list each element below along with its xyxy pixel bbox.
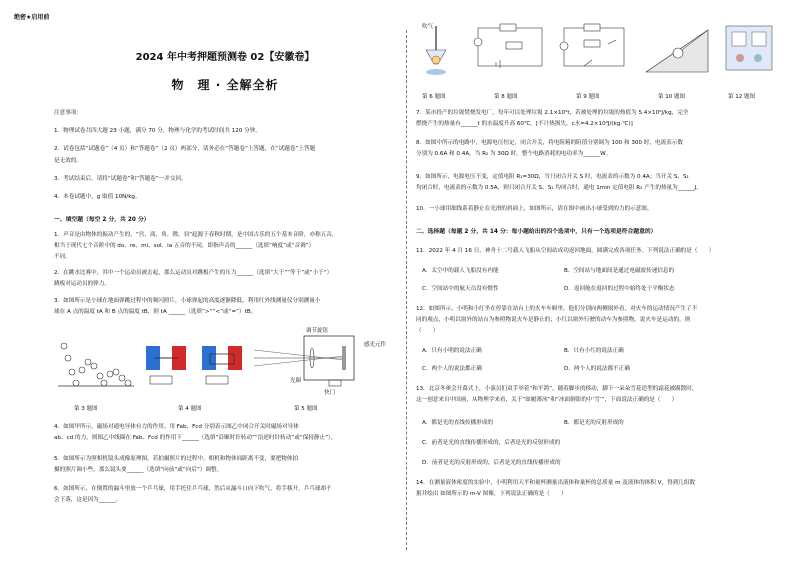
bouncing-ball-figure xyxy=(58,343,134,386)
q13-option-a: A．都是光的直线传播形成的 xyxy=(422,420,493,426)
notes-heading: 注意事项： xyxy=(54,110,82,116)
q12-line-3: （ ） xyxy=(416,328,439,334)
secret-label: 绝密★启用前 xyxy=(14,14,50,21)
column-divider xyxy=(406,30,407,550)
fig3-caption: 第 3 题图 xyxy=(74,406,98,412)
q8-line-2: 分别为 0.6A 和 0.4A，当 R₂ 为 30Ω 时，整个电路消耗的电功率为______W。 xyxy=(416,151,612,157)
note-4: 4．本卷试题中，g 取值 10N/kg。 xyxy=(54,194,141,200)
q12-option-a: A．只有小明的说法正确 xyxy=(422,348,482,354)
fig9-caption: 第 9 题图 xyxy=(576,94,600,100)
q9-line-1: 9．如图所示，电源电压不变，定值电阻 R₁=30Ω，当只闭合开关 S 时，电流表的示数为 0.4A；当开关 S、S₁ xyxy=(416,174,689,180)
q4-line-1: 4．如图甲所示，磁场对通电导体有力的作用。用 Fab、Fcd 分别表示图乙中闭合开关时磁场对导体 xyxy=(54,424,299,430)
q3-line-1: 3．如图所示是小球在地面弹跳过程中的频闪照片，小球弹起的高度逐渐降低，利用红外线测量仪分别测量小 xyxy=(54,298,321,304)
left-figures xyxy=(54,326,394,406)
sensor-label: 感光元件 xyxy=(364,342,387,348)
note-2: 2．试卷包括“试题卷”（4 页）和“答题卷”（2 页）两部分，请务必在“答题卷”上答题，在“试题卷”上答题 xyxy=(54,146,316,152)
q7-line-1: 7．某市投产的垃圾焚烧发电厂，每年可以处理垃圾 2.1×10⁵t，若被处理的垃圾的热值为 5.4×10⁶J/kg，完全 xyxy=(416,110,689,116)
q12-line-2: 同的观点，小明以窗外的站台为参照物说火车是静止的；小红以窗外行驶的动车为参照物，说火车是运动的。则 xyxy=(416,317,691,323)
magnet-figure xyxy=(146,346,242,384)
note-1: 1．物理试卷共四大题 23 小题，满分 70 分，物理与化学的考试时间共 120 分钟。 xyxy=(54,128,261,134)
q13-option-d: D．前者是光的反射形成的，后者是光的直线传播形成的 xyxy=(422,460,561,466)
q1-line-3: 不同。 xyxy=(54,254,71,260)
q14-line-2: 据并绘出 如图所示的 m-V 图像，下列说法正确的是（ ） xyxy=(416,491,567,497)
q5-line-1: 5．如图所示为照相机镜头成像原理图，若拍摄照片的过程中，相机和物体间距离不变，要把物体拍 xyxy=(54,456,299,462)
q9-line-2: 均闭合时，电流表的示数为 0.5A，则只闭合开关 S、S₁ 均闭合时，通电 1min 定值电阻 R₂ 产生的热量为______J。 xyxy=(416,185,702,191)
q12-option-d: D．两个人的说法都不正确 xyxy=(564,366,630,372)
fig8-caption: 第 8 题图 xyxy=(494,94,518,100)
right-figures xyxy=(416,20,776,82)
q14-line-1: 14．在测量液体密度的实验中，小明利用天平和量杯测量出液体和量杯的总质量 m 及液体的体积 V，得到几组数 xyxy=(416,480,696,486)
q11-stem: 11．2022 年 4 月 16 日，神舟十二号载人飞船从空间站成功返回地面，圆满完成各项任务。下列说法正确的是（ ） xyxy=(416,248,715,254)
q13-line-1: 13．北京冬奥会开幕式上，小演员们双手举着“和平鸽”，随着脚步的移动，脚下一朵朵雪花造型的霜花被踢散时， xyxy=(416,386,698,392)
q6-line-2: 会下落，这是因为______。 xyxy=(54,497,122,503)
section-2-title: 二、选择题（每题 2 分，共 14 分：每小题给出的四个选项中，只有一个选项是符合题意的） xyxy=(416,229,657,235)
incline-figure xyxy=(646,30,708,72)
q13-option-b: B．都是光的反射形成的 xyxy=(564,420,624,426)
note-2-cont: 是无效的。 xyxy=(54,158,82,164)
fig5-caption: 第 5 题图 xyxy=(294,406,318,412)
note-3: 3．考试结束后，请将“试题卷”和“答题卷”一并交回。 xyxy=(54,176,187,182)
fig10-caption: 第 10 题图 xyxy=(658,94,685,100)
section-1-title: 一、填空题（每空 2 分，共 20 分） xyxy=(54,217,150,223)
q7-line-2: 燃烧产生的热量有______t 的水温度升高 60℃。[不计热损失，c水=4.2×10³J/(kg·℃)] xyxy=(416,121,633,127)
q12-option-c: C．两个人的说法都正确 xyxy=(422,366,482,372)
q12-option-b: B．只有小红的说法正确 xyxy=(564,348,624,354)
q11-option-d: D．返回舱在返回的过程中始终处于平衡状态 xyxy=(564,286,675,292)
fig4-caption: 第 4 题图 xyxy=(178,406,202,412)
q5-line-2: 摄的照片调小些，那么镜头要______（选填“向前”或“向后”）调整。 xyxy=(54,467,223,473)
q1-line-1: 1．声音是由物体的振动产生的，“宫、商、角、徵、羽”起源于春秋时期，是中国古乐的五个基本音阶，亦称五音， xyxy=(54,232,338,238)
lens-knob-label: 调节旋钮 xyxy=(306,328,329,334)
q10-line: 10．一小球用细线系着静止在光滑的斜面上，如图所示，请在图中画出小球受到的力的示意图。 xyxy=(416,206,653,212)
q2-line-1: 2．在跳水比赛中，其中一个运动员被击起，那么运动员对跳板产生的压力______（选填“大于”“等于”或“小于”） xyxy=(54,270,333,276)
camera-figure xyxy=(254,336,354,386)
funnel-figure xyxy=(426,26,446,75)
circuit-9-figure xyxy=(560,24,624,66)
train-figure xyxy=(726,26,772,70)
shutter-label: 快门 xyxy=(324,390,336,396)
q3-line-2: 球在 A 点的温度 tA 和 B 点的温度 tB，则 tA ______（选填“>”“<”或“=”）tB。 xyxy=(54,309,257,315)
exam-title: 2024 年中考押题预测卷 02【安徽卷】 xyxy=(135,52,315,63)
fig6-caption: 第 6 题图 xyxy=(422,94,446,100)
fig12-caption: 第 12 题图 xyxy=(728,94,755,100)
q12-line-1: 12．如图所示，小明和小红坐在停靠在站台上的火车车厢里，他们分别向两侧窗外看，对火车的运动情况产生了不 xyxy=(416,306,698,312)
subject-title: 物 理 · 全解全析 xyxy=(171,78,279,92)
q1-line-2: 相当于现代七个音阶中的 do、re、mi、sol、la 五音的不同，即指声音的______（选填“响度”或“音调”） xyxy=(54,243,315,249)
circuit-8-figure xyxy=(474,24,542,68)
q11-option-a: A．太空中的载人飞船没有内能 xyxy=(422,268,499,274)
q4-line-2: ab、cd 的力，则图乙中线圈在 Fab、Fcd 的作用下______（选填“沿顺时针转动”“沿逆时针转动”或“保持静止”）。 xyxy=(54,435,337,441)
q13-line-2: 这一创意来自中国画，从物理学来看，关于“如履薄冰”和“冰面倒影的中‘雪’”，下面说法正确的是（ ） xyxy=(416,397,678,403)
blow-label: 吹气 xyxy=(422,24,434,30)
q11-option-b: B．空间站与地面间是通过电磁波传递信息的 xyxy=(564,268,675,274)
q13-option-c: C．前者是光的直线传播形成的，后者是光的反射形成的 xyxy=(422,440,561,446)
q8-line-1: 8．如图中所示的电路中，电源电压恒定，闭合开关，将电阻箱的阻值分别调为 100 和 300 时，电流表示数 xyxy=(416,140,683,146)
q11-option-c: C．空间站中的航天员没有惯性 xyxy=(422,286,499,292)
q2-line-2: 跳板对运动员的弹力。 xyxy=(54,281,110,287)
aperture-label: 光圈 xyxy=(290,378,302,384)
q6-line-1: 6．如图所示，在倒置的漏斗里放一个乒乓球，用手托住乒乓球，然后从漏斗口向下吹气，将手移开，乒乓球却不 xyxy=(54,486,332,492)
